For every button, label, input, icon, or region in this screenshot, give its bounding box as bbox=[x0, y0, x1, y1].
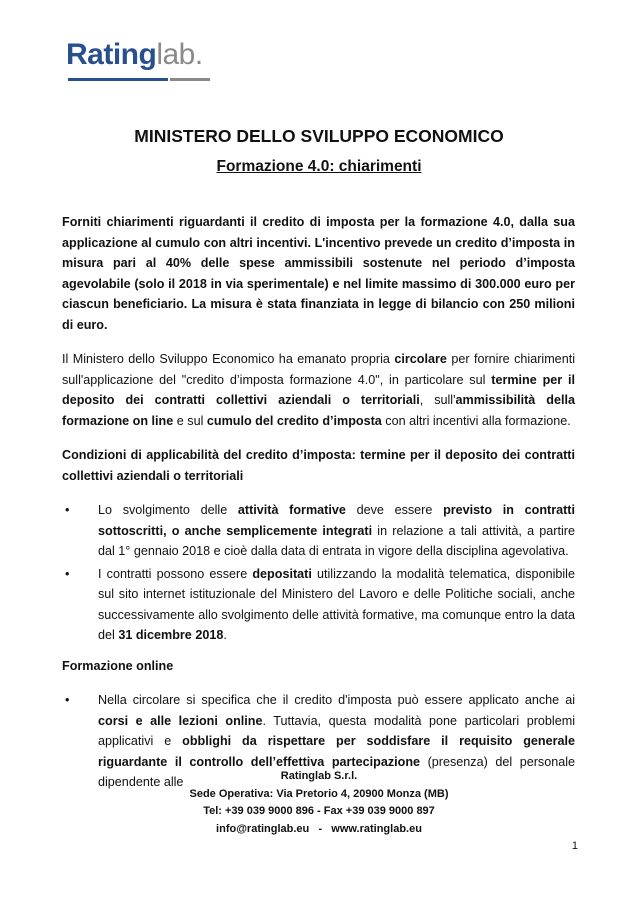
intro-paragraph: Forniti chiarimenti riguardanti il credito di imposta per la formazione 4.0, dalla sua applicazione al cumulo con altri incentivi. L'incentivo prevede un credito d’imposta in misura pari al 40% delle spese ammissibili sostenute nel periodo d’imposta agevolabile (solo il 2018 in via sperimentale) e nel limite massimo di 300.000 euro per ciascun beneficiario. La misura è stata finanziata in legge di bilancio con 250 milioni di euro. bbox=[62, 215, 575, 332]
document-body bbox=[62, 212, 575, 803]
item-bold: corsi e alle lezioni online bbox=[98, 713, 263, 728]
page-footer bbox=[0, 768, 638, 838]
item-text: . Tuttavia, questa modalità pone particolari problemi applicativi e bbox=[98, 713, 575, 748]
p2-text-5: con altri incentivi alla formazione. bbox=[381, 413, 571, 428]
bullet-icon: • bbox=[65, 566, 70, 581]
p2-bold-cumulo: cumulo del credito d’imposta bbox=[206, 413, 382, 428]
item-bold: attività formative bbox=[237, 503, 346, 517]
item-bold: previsto in contratti sottoscritti, o anche semplicemente integrati bbox=[98, 503, 576, 538]
bullet-icon: • bbox=[65, 503, 70, 517]
item-text: deve essere bbox=[345, 503, 444, 517]
document-subtitle: Formazione 4.0: chiarimenti bbox=[216, 158, 422, 175]
footer-contacts[interactable]: info@ratinglab.eu - www.ratinglab.eu bbox=[216, 822, 422, 835]
item-bold: obblighi da rispettare per soddisfare il requisito generale riguardante il controllo dell’effettiva partecipazione bbox=[98, 734, 575, 769]
footer-company: Ratinglab S.r.l. bbox=[280, 770, 358, 782]
logo-lab-text: lab bbox=[156, 38, 195, 71]
p2-bold-termine: termine per il deposito dei contratti collettivi aziendali o territoriali bbox=[62, 372, 575, 407]
footer-phone: Tel: +39 039 9000 896 - Fax +39 039 9000 897 bbox=[203, 805, 435, 817]
logo-underline-grey bbox=[170, 78, 210, 81]
p2-text-4: e sul bbox=[173, 413, 207, 428]
bullet-icon: • bbox=[65, 693, 70, 707]
logo-rating-text: Rating bbox=[66, 38, 157, 71]
section-heading-condizioni: Condizioni di applicabilità del credito d’imposta: termine per il deposito dei contratti collettivi aziendali o territoriali bbox=[62, 448, 575, 483]
item-text: Nella circolare si specifica che il credito d'imposta può essere applicato anche ai bbox=[98, 693, 575, 707]
p2-bold-circolare: circolare bbox=[394, 352, 447, 366]
item-text: . bbox=[223, 628, 227, 642]
p2-text-2: per fornire chiarimenti sull'applicazione del "credito d’imposta formazione 4.0", in particolare sul bbox=[62, 352, 575, 387]
logo-underline-blue bbox=[68, 78, 168, 81]
p2-text-3: , sull' bbox=[419, 393, 456, 407]
item-text: utilizzando la modalità telematica, disponibile sul sito internet istituzionale del Ministero del Lavoro e delle Politiche sociali, anche successivamente allo svolgimento delle attività formative, ma comunque entro la data del bbox=[98, 566, 575, 642]
item-bold: depositati bbox=[252, 566, 312, 581]
list-item bbox=[62, 500, 575, 562]
footer-address: Sede Operativa: Via Pretorio 4, 20900 Monza (MB) bbox=[189, 787, 449, 800]
p2-text-1: Il Ministero dello Sviluppo Economico ha emanato propria bbox=[62, 352, 395, 366]
page-number: 1 bbox=[571, 840, 578, 852]
logo-dot: . bbox=[194, 38, 203, 71]
item-text: (presenza) del personale dipendente alle bbox=[98, 754, 576, 789]
logo-text bbox=[66, 38, 226, 72]
list-condizioni bbox=[62, 500, 575, 646]
item-text: I contratti possono essere bbox=[98, 566, 253, 581]
p2-bold-ammissibilita: ammissibilità della formazione on line bbox=[62, 393, 575, 428]
list-item bbox=[62, 564, 575, 646]
item-bold: 31 dicembre 2018 bbox=[118, 628, 224, 642]
item-text: Lo svolgimento delle bbox=[98, 503, 238, 517]
document-title: MINISTERO DELLO SVILUPPO ECONOMICO bbox=[134, 126, 504, 146]
section-heading-formazione-online: Formazione online bbox=[62, 658, 174, 673]
item-text: in relazione a tali attività, a partire dal 1° gennaio 2018 e cioè dalla data di entrata in vigore della disciplina agevolativa. bbox=[98, 523, 575, 558]
ratinglab-logo bbox=[66, 38, 226, 94]
paragraph-circolare bbox=[62, 349, 575, 431]
